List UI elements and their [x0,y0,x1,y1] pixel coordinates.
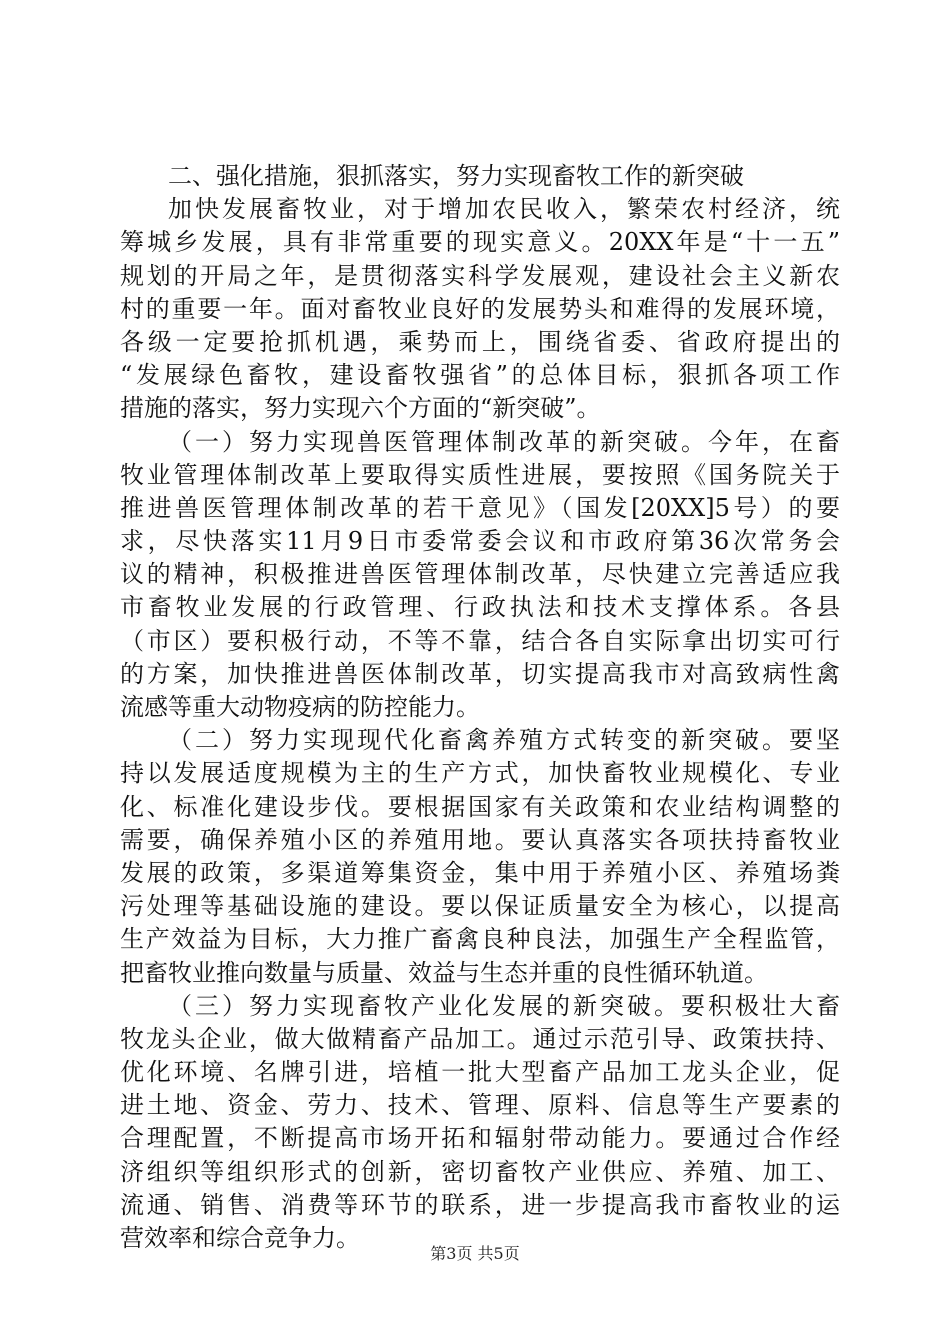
text-line: 营效率和综合竞争力。 [120,1224,360,1252]
text-line: 市畜牧业发展的行政管理、行政执法和技术支撑体系。各县 [120,593,840,622]
text-line: 各级一定要抢抓机遇，乘势而上，围绕省委、省政府提出的 [120,327,840,356]
text-line: “发展绿色畜牧，建设畜牧强省”的总体目标，狠抓各项工作 [120,361,840,390]
text-line: （市区）要积极行动，不等不靠，结合各自实际拿出切实可行 [120,626,840,655]
text-line: 发展的政策，多渠道筹集资金，集中用于养殖小区、养殖场粪 [120,858,840,887]
text-line: 合理配置，不断提高市场开拓和辐射带动能力。要通过合作经 [120,1124,840,1153]
text-line: 措施的落实，努力实现六个方面的“新突破”。 [120,394,601,423]
text-line: 流通、销售、消费等环节的联系，进一步提高我市畜牧业的运 [120,1190,840,1219]
text-line: 需要，确保养殖小区的养殖用地。要认真落实各项扶持畜牧业 [120,825,840,854]
text-line: （二）努力实现现代化畜禽养殖方式转变的新突破。要坚 [168,726,840,755]
text-line: 流感等重大动物疫病的防控能力。 [120,693,480,721]
text-line: 生产效益为目标，大力推广畜禽良种良法，加强生产全程监管， [120,925,840,954]
text-line: 村的重要一年。面对畜牧业良好的发展势头和难得的发展环境， [120,294,840,323]
text-line: 优化环境、名牌引进，培植一批大型畜产品加工龙头企业，促 [120,1058,840,1087]
text-line: 进土地、资金、劳力、技术、管理、原料、信息等生产要素的 [120,1091,840,1120]
page-footer [0,1242,950,1266]
text-line: 的方案，加快推进兽医体制改革，切实提高我市对高致病性禽 [120,659,840,688]
text-line: 求，尽快落实11月9日市委常委会议和市政府第36次常务会 [120,527,840,556]
text-line: 济组织等组织形式的创新，密切畜牧产业供应、养殖、加工、 [120,1157,840,1186]
text-line: 持以发展适度规模为主的生产方式，加快畜牧业规模化、专业 [120,759,840,788]
page-number: 第3页 共5页 [430,1244,520,1263]
text-line: 议的精神，积极推进兽医管理体制改革，尽快建立完善适应我 [120,560,840,589]
text-line: 把畜牧业推向数量与质量、效益与生态并重的良性循环轨道。 [120,958,768,987]
text-line: 污处理等基础设施的建设。要以保证质量安全为核心，以提高 [120,892,840,921]
text-line: （三）努力实现畜牧产业化发展的新突破。要积极壮大畜 [168,991,840,1020]
text-line: 规划的开局之年，是贯彻落实科学发展观，建设社会主义新农 [120,261,840,290]
section-heading: 二、强化措施，狠抓落实，努力实现畜牧工作的新突破 [168,162,744,190]
text-line: 化、标准化建设步伐。要根据国家有关政策和农业结构调整的 [120,792,840,821]
document-body [120,160,840,1255]
text-line: 牧业管理体制改革上要取得实质性进展，要按照《国务院关于 [120,460,840,489]
text-line: 加快发展畜牧业，对于增加农民收入，繁荣农村经济，统 [168,195,840,224]
text-line: 牧龙头企业，做大做精畜产品加工。通过示范引导、政策扶持、 [120,1024,840,1053]
text-line: 推进兽医管理体制改革的若干意见》（国发[20XX]5号）的要 [120,493,840,522]
text-line: （一）努力实现兽医管理体制改革的新突破。今年，在畜 [168,427,840,456]
text-line: 筹城乡发展，具有非常重要的现实意义。20XX年是“十一五” [120,228,840,257]
